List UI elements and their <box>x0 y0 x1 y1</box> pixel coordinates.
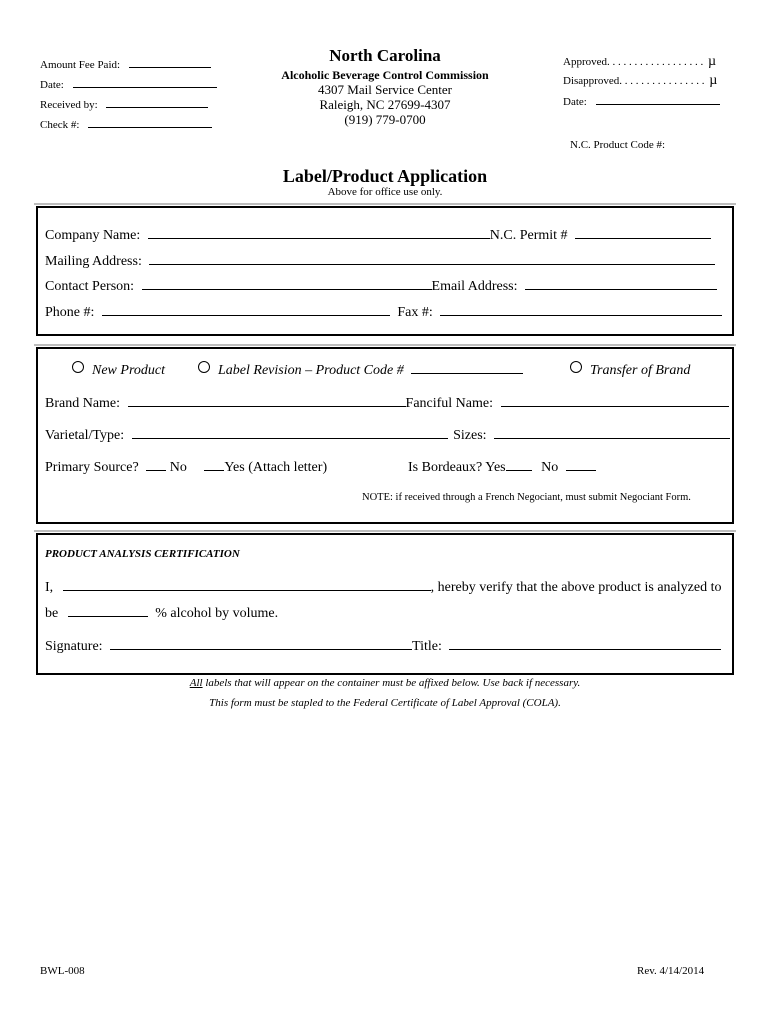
bordeaux-no-label: No <box>541 460 559 475</box>
approved-checkbox[interactable]: µ <box>708 54 717 69</box>
nc-permit-field[interactable] <box>575 227 711 239</box>
label-revision-radio[interactable] <box>198 361 210 373</box>
instruction-line-1 <box>0 677 770 689</box>
varietal-label: Varietal/Type: <box>45 428 125 443</box>
title-label: Title: <box>412 639 442 654</box>
phone-fax-row <box>45 304 722 321</box>
instruction-line-2: This form must be stapled to the Federal Certificate of Label Approval (COLA). <box>209 697 561 709</box>
be-label: be <box>45 606 59 621</box>
disapproved-label: Disapproved. . . . . . . . . . . . . . . . <box>563 75 705 87</box>
instruction-line-1-text: labels that will appear on the container must be affixed below. Use back if necessary. <box>202 677 581 689</box>
alcohol-percent-field[interactable] <box>68 605 148 617</box>
nc-product-code-label: N.C. Product Code #: <box>570 139 666 151</box>
form-title: Label/Product Application <box>282 166 488 186</box>
verifier-name-field[interactable] <box>63 579 431 591</box>
brand-row <box>45 395 729 412</box>
divider <box>34 344 736 346</box>
form-id: BWL-008 <box>40 965 85 977</box>
contact-row <box>45 278 717 295</box>
received-by-row <box>40 96 208 111</box>
divider <box>34 530 736 532</box>
new-product-option[interactable] <box>72 361 165 379</box>
bordeaux-yes-label: Yes <box>485 460 506 475</box>
disapproved-row <box>563 73 717 89</box>
brand-name-field[interactable] <box>128 395 406 407</box>
approval-date-row <box>563 93 720 108</box>
label-revision-option[interactable] <box>198 361 523 379</box>
title-field[interactable] <box>449 638 721 650</box>
signature-label: Signature: <box>45 639 103 654</box>
phone-label: Phone #: <box>45 305 95 320</box>
primary-source-row <box>45 459 327 476</box>
approval-date-field[interactable] <box>596 93 720 105</box>
check-label: Check #: <box>40 119 80 131</box>
received-by-field[interactable] <box>106 96 208 108</box>
new-product-label: New Product <box>92 363 165 378</box>
amount-fee-paid-row <box>40 56 211 71</box>
fax-label: Fax #: <box>397 305 433 320</box>
company-name-field[interactable] <box>148 227 490 239</box>
disapproved-checkbox[interactable]: µ <box>709 73 718 88</box>
new-product-radio[interactable] <box>72 361 84 373</box>
label-revision-code-field[interactable] <box>411 362 523 374</box>
verify-i-label: I, <box>45 580 54 595</box>
email-field[interactable] <box>525 278 717 290</box>
mailing-address-row <box>45 253 715 270</box>
varietal-row <box>45 427 730 444</box>
primary-source-no-label: No <box>169 460 187 475</box>
primary-source-label: Primary Source? <box>45 460 139 475</box>
header-address1: 4307 Mail Service Center <box>318 82 452 97</box>
email-label: Email Address: <box>431 279 518 294</box>
label-revision-label: Label Revision – Product Code # <box>218 363 404 378</box>
bordeaux-label: Is Bordeaux? <box>408 460 483 475</box>
varietal-field[interactable] <box>132 427 448 439</box>
primary-source-yes-label: Yes (Attach letter) <box>224 460 328 475</box>
amount-fee-paid-field[interactable] <box>129 56 211 68</box>
office-date-field[interactable] <box>73 76 217 88</box>
header-state: North Carolina <box>329 46 441 65</box>
approval-date-label: Date: <box>563 96 587 108</box>
contact-person-label: Contact Person: <box>45 279 135 294</box>
signature-row <box>45 638 721 655</box>
header-address2: Raleigh, NC 27699-4307 <box>319 97 451 112</box>
revision-date: Rev. 4/14/2014 <box>637 965 705 977</box>
company-name-label: Company Name: <box>45 228 141 243</box>
header-agency: Alcoholic Beverage Control Commission <box>281 68 489 82</box>
divider <box>34 203 736 205</box>
certification-heading: PRODUCT ANALYSIS CERTIFICATION <box>45 548 240 560</box>
office-date-row <box>40 76 217 91</box>
fax-field[interactable] <box>440 304 722 316</box>
transfer-brand-option[interactable] <box>570 361 690 379</box>
company-name-row <box>45 227 711 244</box>
bordeaux-no-field[interactable] <box>566 459 596 471</box>
primary-source-no-field[interactable] <box>146 459 166 471</box>
transfer-brand-radio[interactable] <box>570 361 582 373</box>
alcohol-label: % alcohol by volume. <box>155 606 279 621</box>
sizes-field[interactable] <box>494 427 730 439</box>
bordeaux-row <box>408 459 596 476</box>
verify-row <box>45 579 721 596</box>
nc-permit-label: N.C. Permit # <box>489 228 568 243</box>
fanciful-name-field[interactable] <box>501 395 729 407</box>
bordeaux-yes-field[interactable] <box>506 459 532 471</box>
alcohol-row <box>45 605 278 622</box>
amount-fee-paid-label: Amount Fee Paid: <box>40 59 121 71</box>
sizes-label: Sizes: <box>453 428 487 443</box>
verify-text: , hereby verify that the above product is analyzed to <box>430 580 722 595</box>
check-row <box>40 116 212 131</box>
approved-row <box>563 54 716 70</box>
office-date-label: Date: <box>40 79 64 91</box>
form-subtitle: Above for office use only. <box>327 186 443 198</box>
contact-person-field[interactable] <box>142 278 432 290</box>
header-phone: (919) 779-0700 <box>344 112 426 127</box>
brand-name-label: Brand Name: <box>45 396 121 411</box>
approved-label: Approved. . . . . . . . . . . . . . . . . . <box>563 56 704 68</box>
check-field[interactable] <box>88 116 212 128</box>
negociant-note: NOTE: if received through a French Negociant, must submit Negociant Form. <box>362 492 691 503</box>
received-by-label: Received by: <box>40 99 98 111</box>
signature-field[interactable] <box>110 638 412 650</box>
phone-field[interactable] <box>102 304 390 316</box>
mailing-address-label: Mailing Address: <box>45 254 142 269</box>
fanciful-name-label: Fanciful Name: <box>405 396 494 411</box>
mailing-address-field[interactable] <box>149 253 715 265</box>
primary-source-yes-field[interactable] <box>204 459 224 471</box>
transfer-brand-label: Transfer of Brand <box>590 363 691 378</box>
instruction-all: All <box>189 677 203 689</box>
